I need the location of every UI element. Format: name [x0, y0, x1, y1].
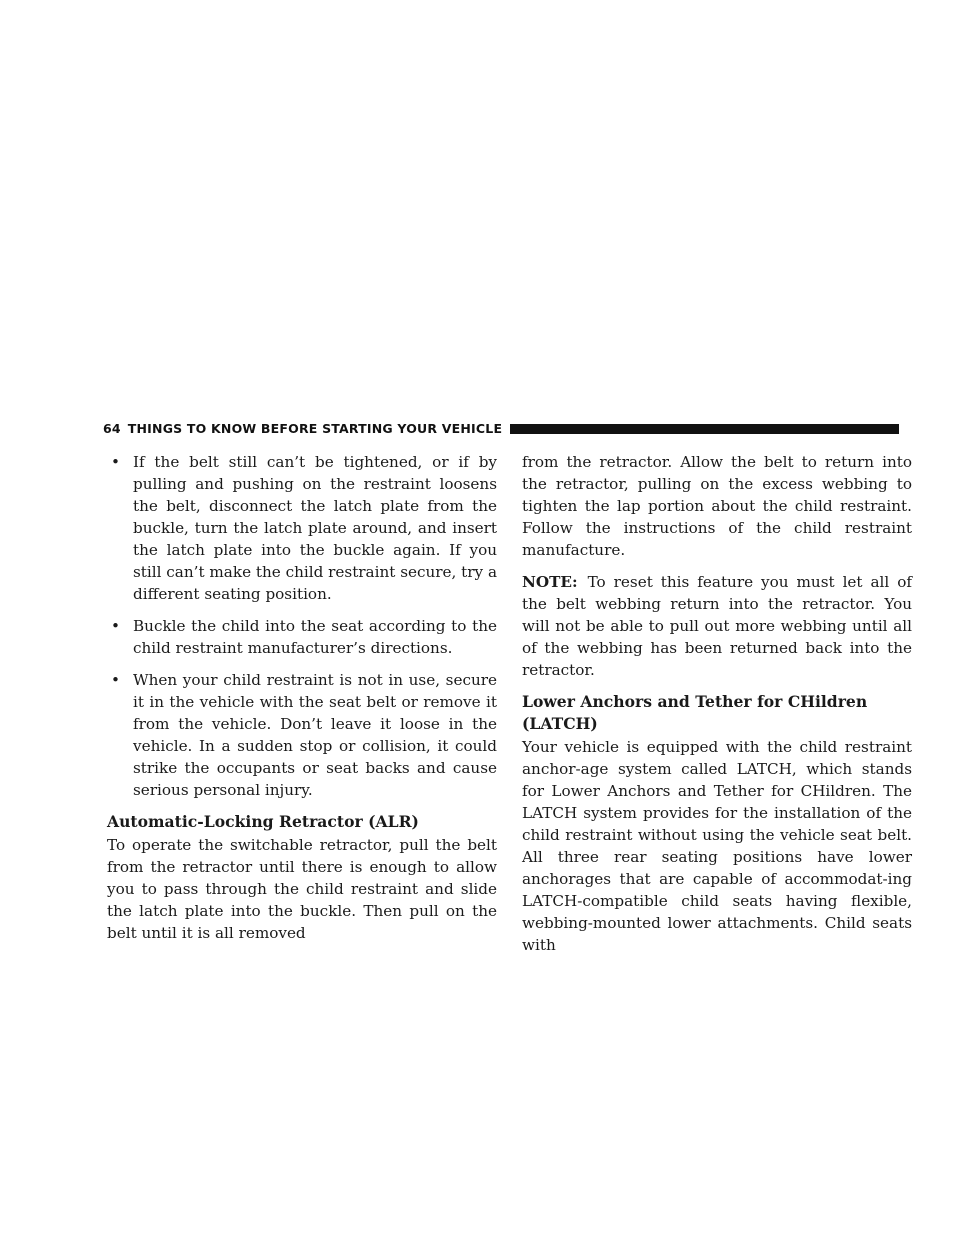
- latch-heading: Lower Anchors and Tether for CHildren (LATCH): [522, 692, 868, 733]
- page-number: 64: [103, 420, 121, 436]
- left-column: [107, 451, 497, 954]
- header-rule: [510, 424, 899, 434]
- bullet-icon: •: [111, 453, 120, 471]
- section-title: THINGS TO KNOW BEFORE STARTING YOUR VEHICLE: [127, 420, 503, 436]
- note-text: To reset this feature you must let all of the belt webbing return into the retractor. You will not be able to pull out more webbing until all of the webbing has been returned back into the retractor.: [522, 573, 912, 679]
- bullet-item: [107, 451, 497, 605]
- alr-paragraph: To operate the switchable retractor, pull the belt from the retractor until there is enough to allow you to pass through the child restraint and slide the latch plate into the buckle. Then pull on the belt until it is all removed: [107, 836, 497, 942]
- continued-paragraph: from the retractor. Allow the belt to return into the retractor, pulling on the excess webbing to tighten the lap portion about the child restraint. Follow the instructions of the child restraint manufacture.: [522, 453, 912, 559]
- bullet-item: [107, 615, 497, 659]
- bullet-text: When your child restraint is not in use, secure it in the vehicle with the seat belt or remove it from the vehicle. Don’t leave it loose in the vehicle. In a sudden stop or collision, it could strike the occupants or seat backs and cause serious personal injury.: [133, 671, 497, 799]
- page-header: [103, 418, 899, 438]
- note-label: NOTE:: [522, 573, 578, 591]
- bullet-text: If the belt still can’t be tightened, or if by pulling and pushing on the restraint loosens the belt, disconnect the latch plate from the buckle, turn the latch plate around, and insert the latch plate into the buckle again. If you still can’t make the child restraint secure, try a different seating position.: [133, 453, 497, 603]
- latch-paragraph: Your vehicle is equipped with the child restraint anchor-age system called LATCH, which stands for Lower Anchors and Tether for CHildren. The LATCH system provides for the installation of the child restraint without using the vehicle seat belt. All three rear seating positions have lower anchorages that are capable of accommodat-ing LATCH-compatible child seats having flexible, webbing-mounted lower attachments. Child seats with: [522, 738, 912, 954]
- bullet-item: [107, 669, 497, 801]
- bullet-text: Buckle the child into the seat according to the child restraint manufacturer’s directions.: [133, 617, 497, 657]
- note-paragraph: [522, 571, 912, 681]
- bullet-icon: •: [111, 617, 120, 635]
- right-column: [522, 451, 912, 966]
- alr-heading: Automatic-Locking Retractor (ALR): [107, 812, 419, 831]
- bullet-icon: •: [111, 671, 120, 689]
